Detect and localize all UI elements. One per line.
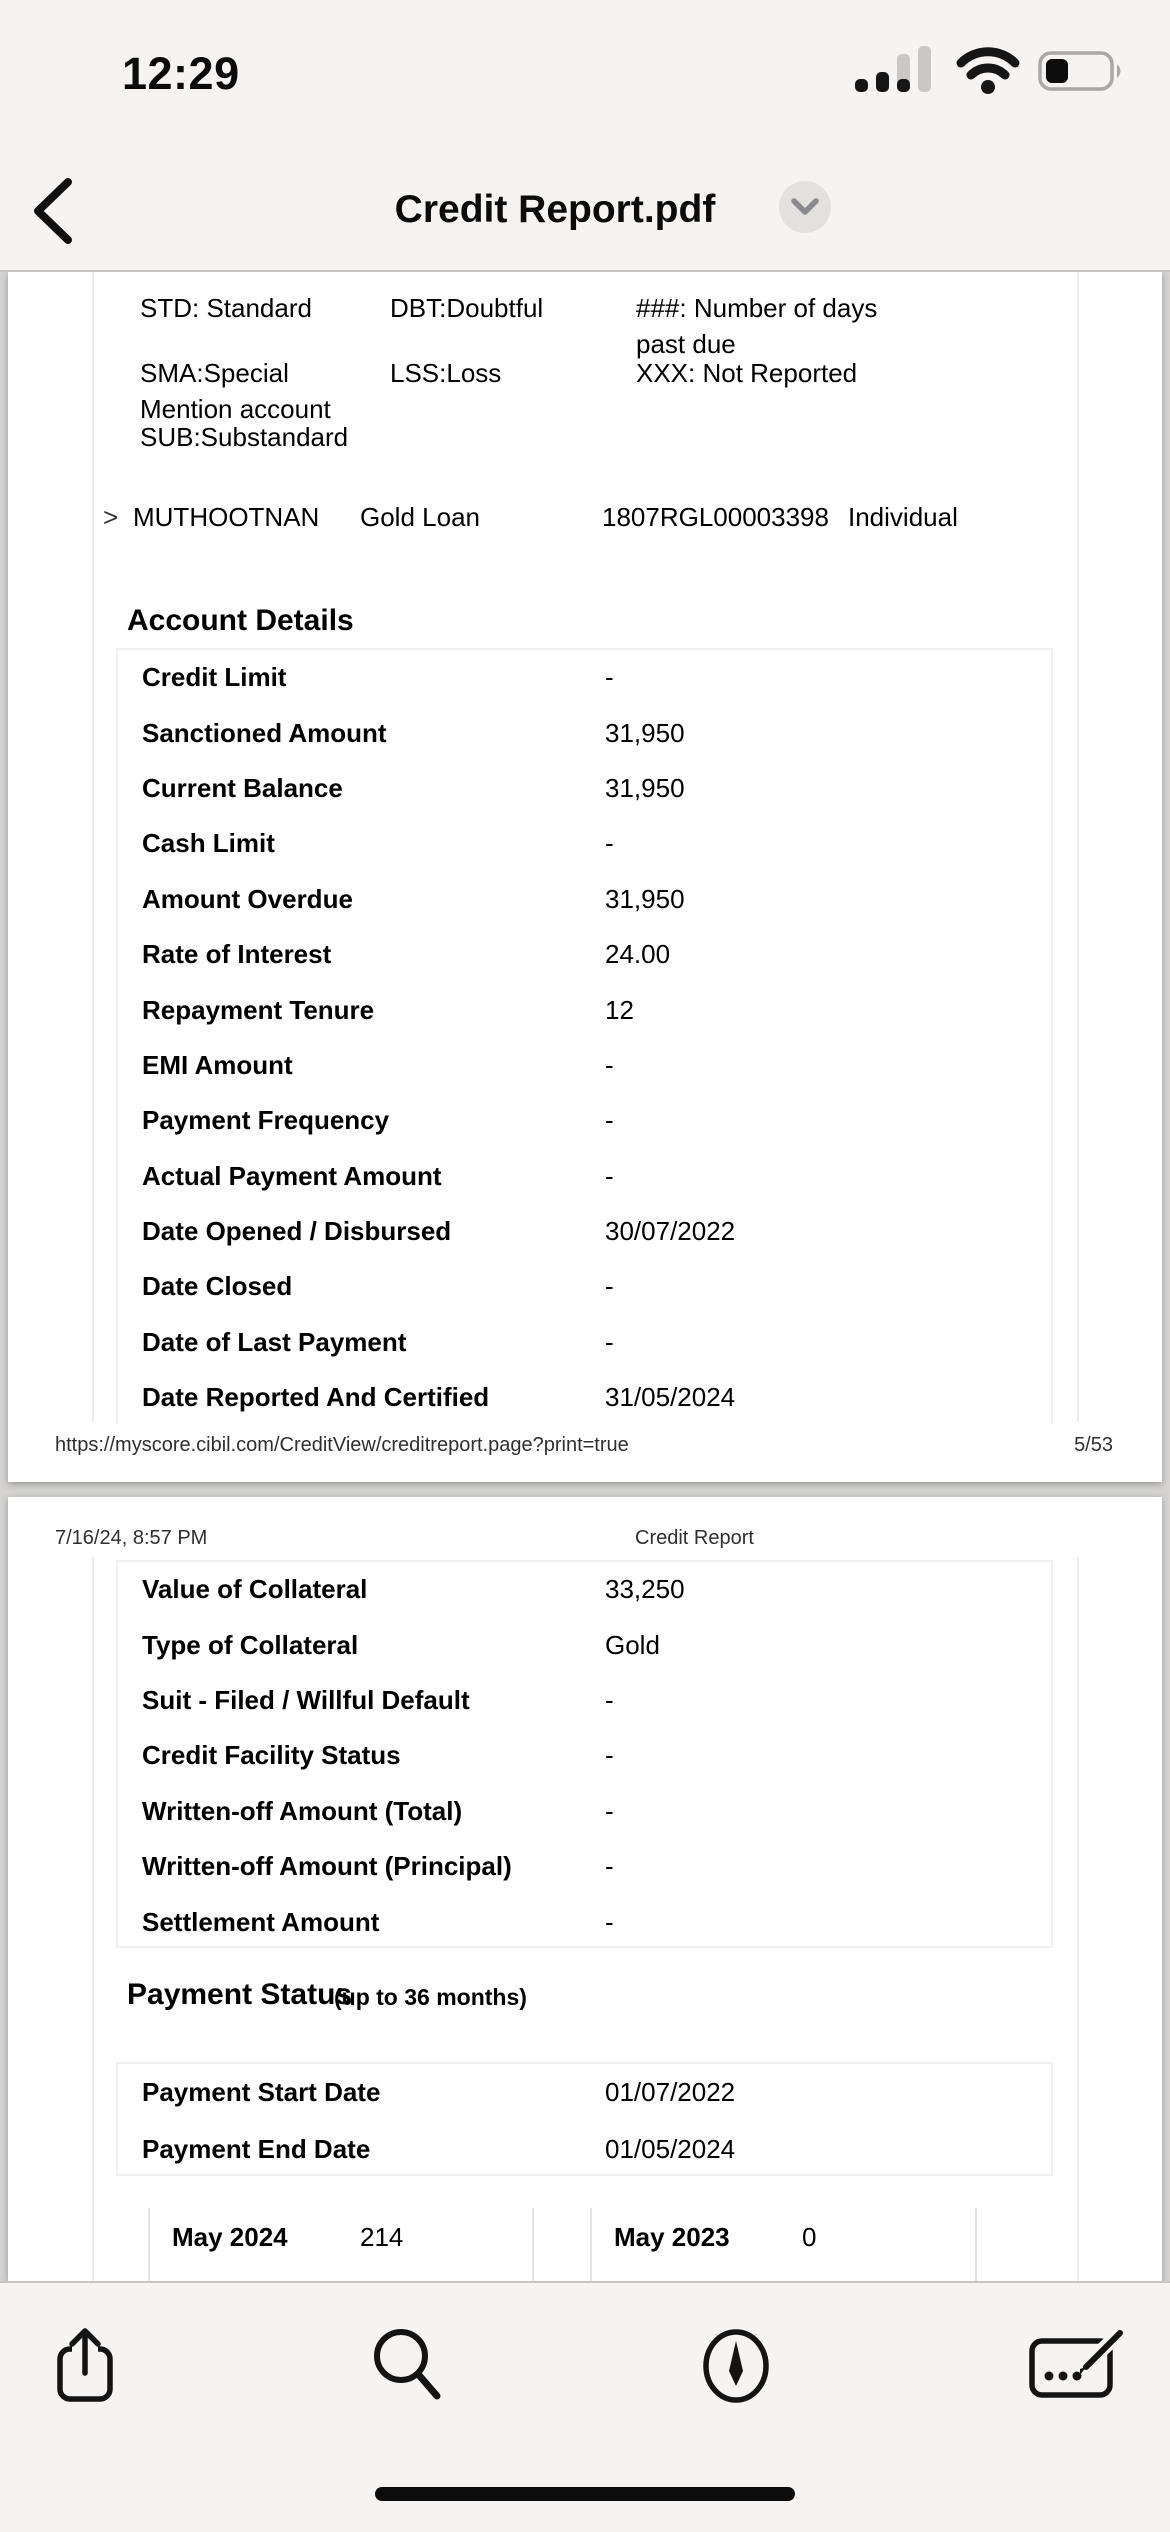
cellular-signal-icon [855, 46, 939, 94]
account-details-table [116, 648, 1053, 1424]
legend-lss: LSS:Loss [390, 358, 502, 388]
home-indicator[interactable] [375, 2487, 795, 2501]
signature-icon[interactable] [1028, 2323, 1128, 2399]
payment-history-cell [590, 2208, 977, 2281]
row-value: 01/07/2022 [605, 2077, 736, 2107]
wifi-icon [955, 44, 1021, 94]
row-value: 33,250 [605, 1574, 685, 1605]
battery-icon [1038, 51, 1124, 91]
markup-icon[interactable] [700, 2329, 772, 2403]
table-row [118, 2064, 1051, 2121]
row-label: Value of Collateral [142, 1574, 368, 1605]
row-value: 31,950 [605, 772, 685, 803]
table-row [118, 872, 1051, 927]
history-month: May 2024 [172, 2222, 288, 2252]
section-title-account-details: Account Details [127, 604, 354, 637]
row-label: Date Reported And Certified [142, 1382, 490, 1413]
legend-sub: SUB:Substandard [140, 422, 349, 452]
payment-dates-table [116, 2062, 1053, 2176]
payment-status-subtitle: (up to 36 months) [334, 1984, 527, 2010]
legend-dbt: DBT:Doubtful [390, 293, 544, 323]
row-value: 30/07/2022 [605, 1216, 736, 1247]
row-value: - [605, 662, 614, 693]
row-label: Date of Last Payment [142, 1326, 407, 1357]
top-chrome [0, 0, 1170, 272]
search-icon[interactable] [372, 2327, 448, 2403]
chevron-down-icon [791, 198, 819, 216]
row-label: Payment Start Date [142, 2077, 381, 2107]
pdf-page-5[interactable] [8, 272, 1162, 1482]
table-row [118, 982, 1051, 1037]
row-label: Payment Frequency [142, 1105, 390, 1136]
row-label: Date Opened / Disbursed [142, 1216, 452, 1247]
table-row [118, 1038, 1051, 1093]
row-value: - [605, 1105, 614, 1136]
row-value: - [605, 1851, 614, 1882]
row-label: Payment End Date [142, 2134, 371, 2164]
payment-history-cell [148, 2208, 534, 2281]
loan-lender: MUTHOOTNAN [133, 502, 320, 532]
table-row [118, 1562, 1051, 1617]
table-row [118, 1728, 1051, 1783]
row-value: - [605, 828, 614, 859]
row-value: - [605, 1326, 614, 1357]
row-value: - [605, 1684, 614, 1715]
table-row [118, 1370, 1051, 1425]
table-row [118, 1894, 1051, 1949]
footer-page-number: 5/53 [1074, 1434, 1113, 1456]
row-label: Date Closed [142, 1271, 293, 1302]
loan-ownership: Individual [848, 502, 958, 532]
header-datetime: 7/16/24, 8:57 PM [55, 1527, 208, 1549]
table-row [118, 1259, 1051, 1314]
row-value: 31/05/2024 [605, 1382, 736, 1413]
row-label: Amount Overdue [142, 883, 353, 914]
title-dropdown-button[interactable] [779, 181, 831, 233]
history-days-past-due: 0 [802, 2222, 817, 2252]
row-label: Sanctioned Amount [142, 717, 387, 748]
collateral-details-table [116, 1560, 1053, 1948]
share-icon[interactable] [56, 2324, 114, 2404]
table-row [118, 1093, 1051, 1148]
row-label: Cash Limit [142, 828, 275, 859]
row-value: Gold [605, 1629, 660, 1660]
table-row [118, 1839, 1051, 1894]
row-value: - [605, 1271, 614, 1302]
legend-xxx: XXX: Not Reported [636, 358, 858, 388]
table-row [118, 1149, 1051, 1204]
row-label: Settlement Amount [142, 1906, 380, 1937]
row-value: - [605, 1740, 614, 1771]
row-value: - [605, 1049, 614, 1080]
row-label: Current Balance [142, 772, 343, 803]
table-row [118, 816, 1051, 871]
row-label: Credit Facility Status [142, 1740, 401, 1771]
section-title-payment-status: Payment Status [127, 1978, 353, 2011]
row-label: Repayment Tenure [142, 994, 375, 1025]
table-row [118, 1204, 1051, 1259]
row-label: Written-off Amount (Principal) [142, 1851, 512, 1882]
table-row [118, 927, 1051, 982]
legend-days-past-due: ###: Number of days past due [636, 293, 878, 359]
table-row [118, 1673, 1051, 1728]
row-label: Suit - Filed / Willful Default [142, 1684, 470, 1715]
row-value: - [605, 1906, 614, 1937]
row-value: 31,950 [605, 883, 685, 914]
history-days-past-due: 214 [360, 2222, 404, 2252]
row-label: Written-off Amount (Total) [142, 1795, 463, 1826]
row-label: Type of Collateral [142, 1629, 359, 1660]
table-row [118, 1784, 1051, 1839]
row-label: EMI Amount [142, 1049, 293, 1080]
row-value: 31,950 [605, 717, 685, 748]
table-row [118, 1315, 1051, 1370]
table-row [118, 650, 1051, 705]
row-label: Rate of Interest [142, 939, 332, 970]
row-value: 24.00 [605, 939, 671, 970]
back-button[interactable] [30, 177, 76, 245]
loan-account-number: 1807RGL00003398 [602, 502, 829, 532]
loan-expand-marker[interactable]: > [103, 502, 119, 532]
legend-sma: SMA:Special Mention account [140, 358, 331, 424]
row-label: Credit Limit [142, 662, 287, 693]
table-row [118, 2121, 1051, 2178]
page-title: Credit Report.pdf [394, 188, 716, 231]
row-value: 01/05/2024 [605, 2134, 736, 2164]
pdf-page-6[interactable] [8, 1497, 1162, 2281]
header-doc-title: Credit Report [635, 1527, 754, 1549]
footer-url: https://myscore.cibil.com/CreditView/creditreport.page?print=true [55, 1434, 629, 1456]
status-time: 12:29 [122, 48, 240, 99]
row-value: - [605, 1795, 614, 1826]
payment-history-grid [8, 2208, 1162, 2281]
table-row [118, 1617, 1051, 1672]
row-value: - [605, 1160, 614, 1191]
row-label: Actual Payment Amount [142, 1160, 442, 1191]
row-value: 12 [605, 994, 634, 1025]
legend-std: STD: Standard [140, 293, 312, 323]
table-row [118, 705, 1051, 760]
table-row [118, 761, 1051, 816]
loan-type: Gold Loan [360, 502, 480, 532]
history-month: May 2023 [614, 2222, 730, 2252]
